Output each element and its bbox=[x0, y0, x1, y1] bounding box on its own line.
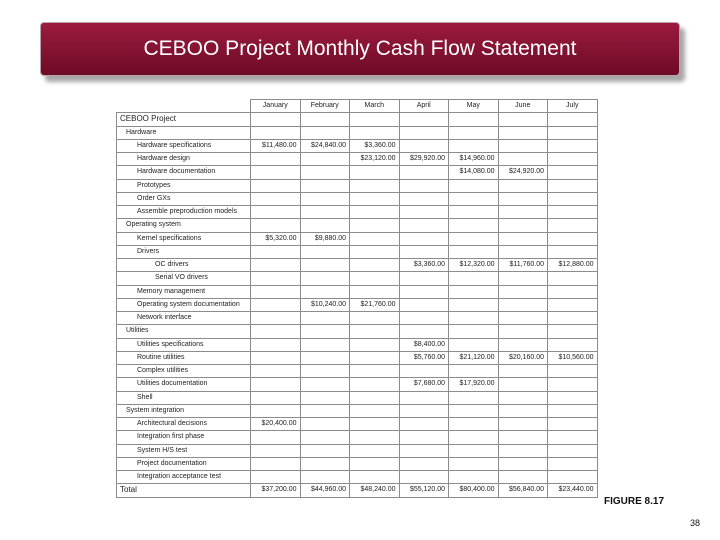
amount-cell: $20,400.00 bbox=[251, 418, 301, 431]
amount-cell bbox=[350, 391, 400, 404]
amount-cell bbox=[498, 179, 548, 192]
table-header-row bbox=[117, 100, 598, 113]
amount-cell bbox=[449, 312, 499, 325]
amount-cell bbox=[548, 126, 598, 139]
amount-cell bbox=[300, 166, 350, 179]
row-label: Hardware design bbox=[117, 153, 251, 166]
table-row bbox=[117, 457, 598, 470]
amount-cell bbox=[449, 431, 499, 444]
row-label: System integration bbox=[117, 404, 251, 417]
amount-cell bbox=[449, 272, 499, 285]
cash-flow-table-container bbox=[116, 99, 598, 498]
row-label: Hardware bbox=[117, 126, 251, 139]
amount-cell bbox=[251, 259, 301, 272]
amount-cell bbox=[498, 232, 548, 245]
amount-cell bbox=[498, 298, 548, 311]
row-label: Hardware specifications bbox=[117, 139, 251, 152]
amount-cell: $11,480.00 bbox=[251, 139, 301, 152]
table-row bbox=[117, 113, 598, 126]
amount-cell: $5,320.00 bbox=[251, 232, 301, 245]
amount-cell bbox=[498, 312, 548, 325]
table-row bbox=[117, 232, 598, 245]
amount-cell bbox=[548, 312, 598, 325]
amount-cell bbox=[251, 404, 301, 417]
amount-cell: $14,960.00 bbox=[449, 153, 499, 166]
cash-flow-table bbox=[116, 99, 598, 498]
amount-cell bbox=[498, 365, 548, 378]
amount-cell bbox=[300, 365, 350, 378]
table-row bbox=[117, 338, 598, 351]
amount-cell bbox=[498, 378, 548, 391]
amount-cell bbox=[350, 351, 400, 364]
amount-cell bbox=[251, 471, 301, 484]
amount-cell bbox=[251, 431, 301, 444]
amount-cell bbox=[498, 113, 548, 126]
amount-cell bbox=[399, 192, 449, 205]
amount-cell: $80,400.00 bbox=[449, 484, 499, 497]
row-label: Integration acceptance test bbox=[117, 471, 251, 484]
amount-cell: $12,320.00 bbox=[449, 259, 499, 272]
row-label: Architectural decisions bbox=[117, 418, 251, 431]
amount-cell bbox=[498, 272, 548, 285]
table-row bbox=[117, 378, 598, 391]
amount-cell: $7,680.00 bbox=[399, 378, 449, 391]
amount-cell bbox=[399, 272, 449, 285]
amount-cell: $21,760.00 bbox=[350, 298, 400, 311]
amount-cell bbox=[548, 298, 598, 311]
amount-cell bbox=[449, 404, 499, 417]
amount-cell bbox=[251, 338, 301, 351]
amount-cell: $10,560.00 bbox=[548, 351, 598, 364]
table-row bbox=[117, 298, 598, 311]
amount-cell bbox=[548, 391, 598, 404]
amount-cell bbox=[449, 457, 499, 470]
amount-cell bbox=[300, 378, 350, 391]
amount-cell bbox=[399, 471, 449, 484]
amount-cell: $10,240.00 bbox=[300, 298, 350, 311]
table-row bbox=[117, 484, 598, 497]
amount-cell bbox=[300, 312, 350, 325]
amount-cell bbox=[399, 431, 449, 444]
amount-cell: $56,840.00 bbox=[498, 484, 548, 497]
amount-cell bbox=[498, 471, 548, 484]
amount-cell bbox=[300, 444, 350, 457]
amount-cell bbox=[350, 431, 400, 444]
amount-cell bbox=[251, 219, 301, 232]
table-row bbox=[117, 471, 598, 484]
amount-cell: $24,840.00 bbox=[300, 139, 350, 152]
amount-cell bbox=[251, 391, 301, 404]
row-label: Serial VO drivers bbox=[117, 272, 251, 285]
table-row bbox=[117, 206, 598, 219]
amount-cell bbox=[498, 245, 548, 258]
amount-cell bbox=[251, 351, 301, 364]
row-label: Utilities documentation bbox=[117, 378, 251, 391]
table-row bbox=[117, 219, 598, 232]
amount-cell bbox=[548, 418, 598, 431]
amount-cell bbox=[449, 391, 499, 404]
amount-cell bbox=[548, 378, 598, 391]
amount-cell bbox=[251, 457, 301, 470]
amount-cell bbox=[449, 245, 499, 258]
amount-cell bbox=[498, 206, 548, 219]
table-row bbox=[117, 404, 598, 417]
month-header: January bbox=[251, 100, 301, 113]
amount-cell bbox=[251, 179, 301, 192]
amount-cell: $20,160.00 bbox=[498, 351, 548, 364]
amount-cell bbox=[251, 245, 301, 258]
amount-cell bbox=[350, 219, 400, 232]
amount-cell bbox=[300, 206, 350, 219]
amount-cell bbox=[251, 206, 301, 219]
amount-cell bbox=[399, 325, 449, 338]
amount-cell bbox=[399, 139, 449, 152]
amount-cell: $37,200.00 bbox=[251, 484, 301, 497]
row-label: CEBOO Project bbox=[117, 113, 251, 126]
amount-cell bbox=[498, 219, 548, 232]
amount-cell bbox=[548, 153, 598, 166]
amount-cell bbox=[300, 272, 350, 285]
amount-cell: $48,240.00 bbox=[350, 484, 400, 497]
amount-cell bbox=[399, 404, 449, 417]
table-row bbox=[117, 259, 598, 272]
amount-cell bbox=[548, 365, 598, 378]
amount-cell bbox=[350, 457, 400, 470]
month-header: May bbox=[449, 100, 499, 113]
row-label: Prototypes bbox=[117, 179, 251, 192]
amount-cell bbox=[449, 338, 499, 351]
amount-cell bbox=[300, 285, 350, 298]
amount-cell bbox=[251, 126, 301, 139]
amount-cell bbox=[498, 457, 548, 470]
amount-cell bbox=[300, 471, 350, 484]
amount-cell bbox=[498, 431, 548, 444]
table-row bbox=[117, 272, 598, 285]
amount-cell bbox=[350, 471, 400, 484]
row-label: Network interface bbox=[117, 312, 251, 325]
amount-cell bbox=[251, 325, 301, 338]
amount-cell bbox=[350, 232, 400, 245]
row-label: Utilities bbox=[117, 325, 251, 338]
amount-cell: $55,120.00 bbox=[399, 484, 449, 497]
amount-cell bbox=[350, 192, 400, 205]
page-number: 38 bbox=[690, 518, 701, 528]
amount-cell bbox=[350, 259, 400, 272]
row-label: Shell bbox=[117, 391, 251, 404]
amount-cell bbox=[548, 139, 598, 152]
row-label: Routine utilities bbox=[117, 351, 251, 364]
amount-cell bbox=[300, 113, 350, 126]
month-header: July bbox=[548, 100, 598, 113]
amount-cell bbox=[548, 192, 598, 205]
amount-cell bbox=[548, 272, 598, 285]
amount-cell bbox=[548, 431, 598, 444]
table-row bbox=[117, 139, 598, 152]
amount-cell bbox=[498, 391, 548, 404]
table-body bbox=[117, 113, 598, 497]
table-row bbox=[117, 153, 598, 166]
amount-cell bbox=[498, 444, 548, 457]
amount-cell bbox=[498, 126, 548, 139]
amount-cell: $17,920.00 bbox=[449, 378, 499, 391]
amount-cell: $12,880.00 bbox=[548, 259, 598, 272]
amount-cell: $11,760.00 bbox=[498, 259, 548, 272]
amount-cell bbox=[498, 192, 548, 205]
amount-cell bbox=[548, 285, 598, 298]
amount-cell bbox=[300, 457, 350, 470]
row-label: Total bbox=[117, 484, 251, 497]
amount-cell bbox=[548, 179, 598, 192]
amount-cell bbox=[548, 245, 598, 258]
table-row bbox=[117, 325, 598, 338]
amount-cell bbox=[350, 272, 400, 285]
amount-cell bbox=[498, 338, 548, 351]
amount-cell bbox=[350, 365, 400, 378]
row-label: Memory management bbox=[117, 285, 251, 298]
amount-cell bbox=[350, 166, 400, 179]
amount-cell bbox=[251, 312, 301, 325]
row-label: Operating system bbox=[117, 219, 251, 232]
amount-cell bbox=[399, 219, 449, 232]
amount-cell bbox=[399, 365, 449, 378]
amount-cell bbox=[449, 113, 499, 126]
title-banner bbox=[40, 22, 680, 76]
amount-cell bbox=[498, 325, 548, 338]
amount-cell bbox=[300, 179, 350, 192]
amount-cell bbox=[350, 126, 400, 139]
amount-cell bbox=[449, 418, 499, 431]
amount-cell bbox=[399, 285, 449, 298]
table-row bbox=[117, 444, 598, 457]
row-label: Project documentation bbox=[117, 457, 251, 470]
amount-cell bbox=[449, 206, 499, 219]
amount-cell bbox=[300, 431, 350, 444]
row-label: System H/S test bbox=[117, 444, 251, 457]
amount-cell bbox=[300, 126, 350, 139]
amount-cell bbox=[399, 126, 449, 139]
month-header: March bbox=[350, 100, 400, 113]
amount-cell bbox=[251, 298, 301, 311]
amount-cell bbox=[449, 126, 499, 139]
month-header: June bbox=[498, 100, 548, 113]
amount-cell bbox=[350, 338, 400, 351]
table-row bbox=[117, 245, 598, 258]
amount-cell bbox=[251, 444, 301, 457]
amount-cell bbox=[399, 457, 449, 470]
amount-cell bbox=[548, 404, 598, 417]
amount-cell: $3,360.00 bbox=[399, 259, 449, 272]
amount-cell: $14,080.00 bbox=[449, 166, 499, 179]
amount-cell bbox=[300, 418, 350, 431]
amount-cell bbox=[251, 285, 301, 298]
row-label: OC drivers bbox=[117, 259, 251, 272]
amount-cell bbox=[251, 153, 301, 166]
amount-cell bbox=[350, 418, 400, 431]
amount-cell bbox=[498, 139, 548, 152]
row-label: Hardware documentation bbox=[117, 166, 251, 179]
amount-cell: $5,760.00 bbox=[399, 351, 449, 364]
amount-cell: $9,880.00 bbox=[300, 232, 350, 245]
amount-cell bbox=[300, 325, 350, 338]
amount-cell bbox=[350, 245, 400, 258]
amount-cell bbox=[350, 113, 400, 126]
amount-cell bbox=[350, 312, 400, 325]
amount-cell bbox=[251, 166, 301, 179]
amount-cell bbox=[251, 192, 301, 205]
amount-cell bbox=[399, 312, 449, 325]
amount-cell bbox=[449, 471, 499, 484]
amount-cell bbox=[350, 404, 400, 417]
amount-cell bbox=[300, 404, 350, 417]
amount-cell bbox=[548, 206, 598, 219]
amount-cell bbox=[251, 378, 301, 391]
amount-cell bbox=[498, 404, 548, 417]
table-row bbox=[117, 418, 598, 431]
amount-cell bbox=[399, 245, 449, 258]
amount-cell bbox=[251, 365, 301, 378]
amount-cell bbox=[449, 219, 499, 232]
amount-cell bbox=[300, 259, 350, 272]
amount-cell bbox=[300, 338, 350, 351]
row-label: Operating system documentation bbox=[117, 298, 251, 311]
amount-cell bbox=[449, 444, 499, 457]
amount-cell bbox=[548, 338, 598, 351]
row-label: Drivers bbox=[117, 245, 251, 258]
table-row bbox=[117, 365, 598, 378]
amount-cell bbox=[548, 232, 598, 245]
table-row bbox=[117, 351, 598, 364]
month-header: April bbox=[399, 100, 449, 113]
amount-cell: $24,920.00 bbox=[498, 166, 548, 179]
amount-cell bbox=[350, 206, 400, 219]
row-label: Order GXs bbox=[117, 192, 251, 205]
amount-cell bbox=[399, 444, 449, 457]
amount-cell bbox=[449, 232, 499, 245]
table-row bbox=[117, 431, 598, 444]
row-label: Assemble preproduction models bbox=[117, 206, 251, 219]
slide-title: CEBOO Project Monthly Cash Flow Statement bbox=[143, 37, 577, 60]
amount-cell bbox=[449, 365, 499, 378]
table-row bbox=[117, 179, 598, 192]
amount-cell bbox=[350, 325, 400, 338]
amount-cell bbox=[300, 192, 350, 205]
amount-cell: $23,440.00 bbox=[548, 484, 598, 497]
amount-cell bbox=[399, 206, 449, 219]
amount-cell bbox=[399, 298, 449, 311]
amount-cell bbox=[251, 113, 301, 126]
amount-cell bbox=[399, 179, 449, 192]
table-row bbox=[117, 285, 598, 298]
amount-cell bbox=[350, 285, 400, 298]
amount-cell bbox=[449, 192, 499, 205]
amount-cell bbox=[548, 113, 598, 126]
amount-cell bbox=[548, 457, 598, 470]
amount-cell bbox=[300, 351, 350, 364]
amount-cell bbox=[399, 232, 449, 245]
amount-cell bbox=[399, 391, 449, 404]
amount-cell bbox=[300, 391, 350, 404]
row-label: Integration first phase bbox=[117, 431, 251, 444]
row-label: Kernel specifications bbox=[117, 232, 251, 245]
amount-cell bbox=[449, 298, 499, 311]
amount-cell bbox=[300, 219, 350, 232]
amount-cell bbox=[449, 325, 499, 338]
month-header: February bbox=[300, 100, 350, 113]
amount-cell bbox=[399, 418, 449, 431]
figure-label: FIGURE 8.17 bbox=[604, 496, 665, 507]
amount-cell: $44,960.00 bbox=[300, 484, 350, 497]
amount-cell bbox=[548, 166, 598, 179]
amount-cell bbox=[350, 378, 400, 391]
amount-cell bbox=[548, 444, 598, 457]
amount-cell bbox=[251, 272, 301, 285]
amount-cell bbox=[548, 325, 598, 338]
amount-cell bbox=[300, 245, 350, 258]
amount-cell: $23,120.00 bbox=[350, 153, 400, 166]
amount-cell: $21,120.00 bbox=[449, 351, 499, 364]
amount-cell bbox=[498, 153, 548, 166]
table-row bbox=[117, 312, 598, 325]
amount-cell bbox=[350, 179, 400, 192]
amount-cell bbox=[498, 418, 548, 431]
table-row bbox=[117, 192, 598, 205]
amount-cell bbox=[548, 219, 598, 232]
table-row bbox=[117, 166, 598, 179]
table-row bbox=[117, 126, 598, 139]
amount-cell bbox=[498, 285, 548, 298]
table-row bbox=[117, 391, 598, 404]
amount-cell: $29,920.00 bbox=[399, 153, 449, 166]
amount-cell: $8,400.00 bbox=[399, 338, 449, 351]
amount-cell: $3,360.00 bbox=[350, 139, 400, 152]
header-corner-cell bbox=[117, 100, 251, 113]
amount-cell bbox=[449, 179, 499, 192]
amount-cell bbox=[300, 153, 350, 166]
row-label: Complex utilities bbox=[117, 365, 251, 378]
amount-cell bbox=[449, 285, 499, 298]
row-label: Utilities specifications bbox=[117, 338, 251, 351]
amount-cell bbox=[548, 471, 598, 484]
amount-cell bbox=[449, 139, 499, 152]
amount-cell bbox=[350, 444, 400, 457]
amount-cell bbox=[399, 166, 449, 179]
amount-cell bbox=[399, 113, 449, 126]
